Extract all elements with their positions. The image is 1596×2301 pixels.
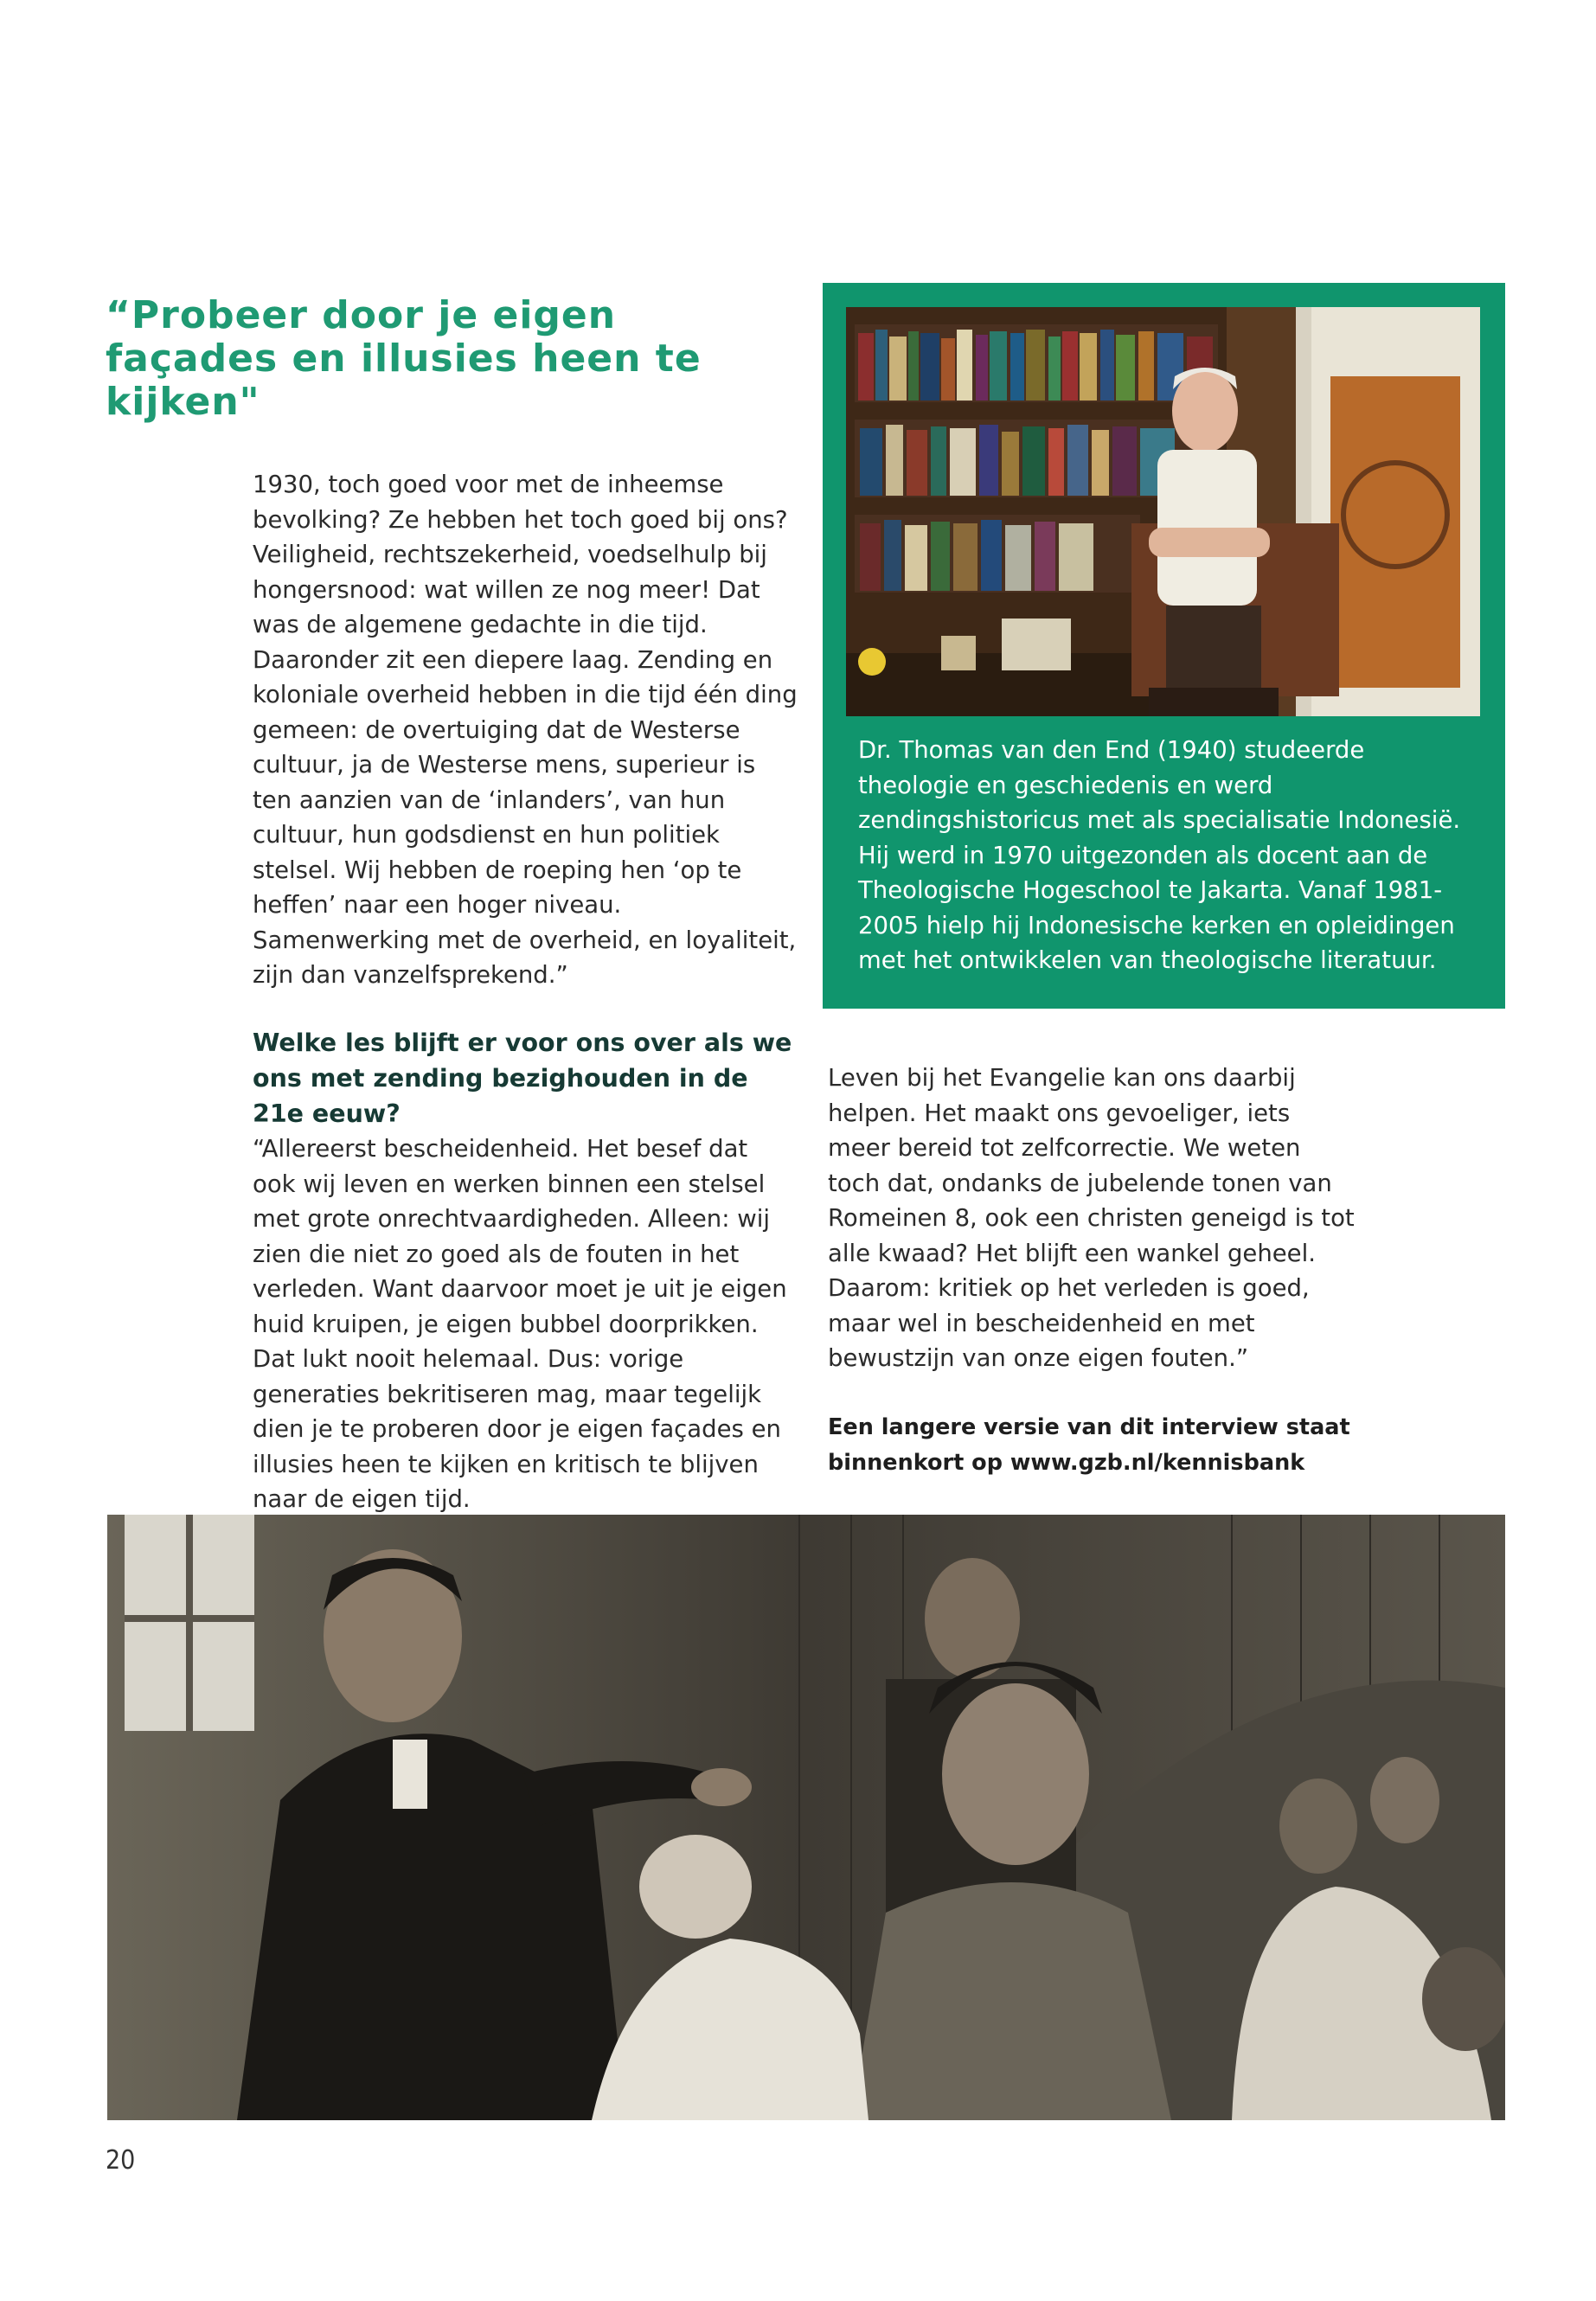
right-paragraph: Leven bij het Evangelie kan ons daarbij helpen. Het maakt ons gevoeliger, iets meer bereid tot zelfcorrectie. We weten toch dat, ondanks de jubelende tonen van Romeinen 8, ook een christen geneigd is tot alle kwaad? Het blijft een wankel geheel. Daarom: kritiek op het verleden is goed, maar wel in bescheidenheid en met bewustzijn van onze eigen fouten.” xyxy=(828,1064,1355,1372)
portrait-photo-illustration xyxy=(846,307,1480,716)
answer-paragraph: “Allereerst bescheidenheid. Het besef dat ook wij leven en werken binnen een stelsel met grote onrechtvaardigheden. Alleen: wij zien die niet zo goed als de fouten in het verleden. Want daarvoor moet je uit je eigen huid kruipen, je eigen bubbel doorprikken. Dat lukt nooit helemaal. Dus: vorige generaties bekritiseren mag, maar tegelijk dien je te proberen door je eigen façades en illusies heen te kijken en kritisch te blijven naar de eigen tijd. xyxy=(253,1135,787,1513)
intro-column xyxy=(253,467,798,993)
portrait-caption-box xyxy=(823,283,1505,1009)
page-number: 20 xyxy=(106,2145,136,2176)
question-column xyxy=(253,1025,798,1517)
interview-question: Welke les blijft er voor ons over als we ons met zending bezighouden in de 21e eeuw? xyxy=(253,1029,792,1128)
historical-photo-illustration xyxy=(107,1515,1505,2120)
portrait-caption: Dr. Thomas van den End (1940) studeerde theologie en geschiedenis en werd zendingshistoricus met als specialisatie Indonesië. Hij werd in 1970 uitgezonden als docent aan de Theologische Hogeschool te Jakarta. Vanaf 1981-2005 hielp hij Indonesische kerken en opleidingen met het ontwikkelen van theologische literatuur. xyxy=(858,736,1461,974)
closing-note-text: Een langere versie van dit interview staat binnenkort op www.gzb.nl/kennisbank xyxy=(828,1414,1350,1476)
portrait-photo xyxy=(846,307,1480,716)
historical-photo xyxy=(107,1515,1505,2120)
intro-paragraph: 1930, toch goed voor met de inheemse bevolking? Ze hebben het toch goed bij ons? Veiligheid, rechtszekerheid, voedselhulp bij hongersnood: wat willen ze nog meer! Dat was de algemene gedachte in die tijd. Daaronder zit een diepere laag. Zending en koloniale overheid hebben in die tijd één ding gemeen: de overtuiging dat de Westerse cultuur, ja de Westerse mens, superieur is ten aanzien van de ‘inlanders’, van hun cultuur, hun godsdienst en hun politiek stelsel. Wij hebben de roeping hen ‘op te heffen’ naar een hoger niveau. Samenwerking met de overheid, en loyaliteit, zijn dan vanzelfsprekend.” xyxy=(253,471,798,989)
right-column xyxy=(828,1061,1356,1376)
closing-note xyxy=(828,1410,1364,1480)
pull-quote: “Probeer door je eigen façades en illusies heen te kijken" xyxy=(106,293,702,424)
